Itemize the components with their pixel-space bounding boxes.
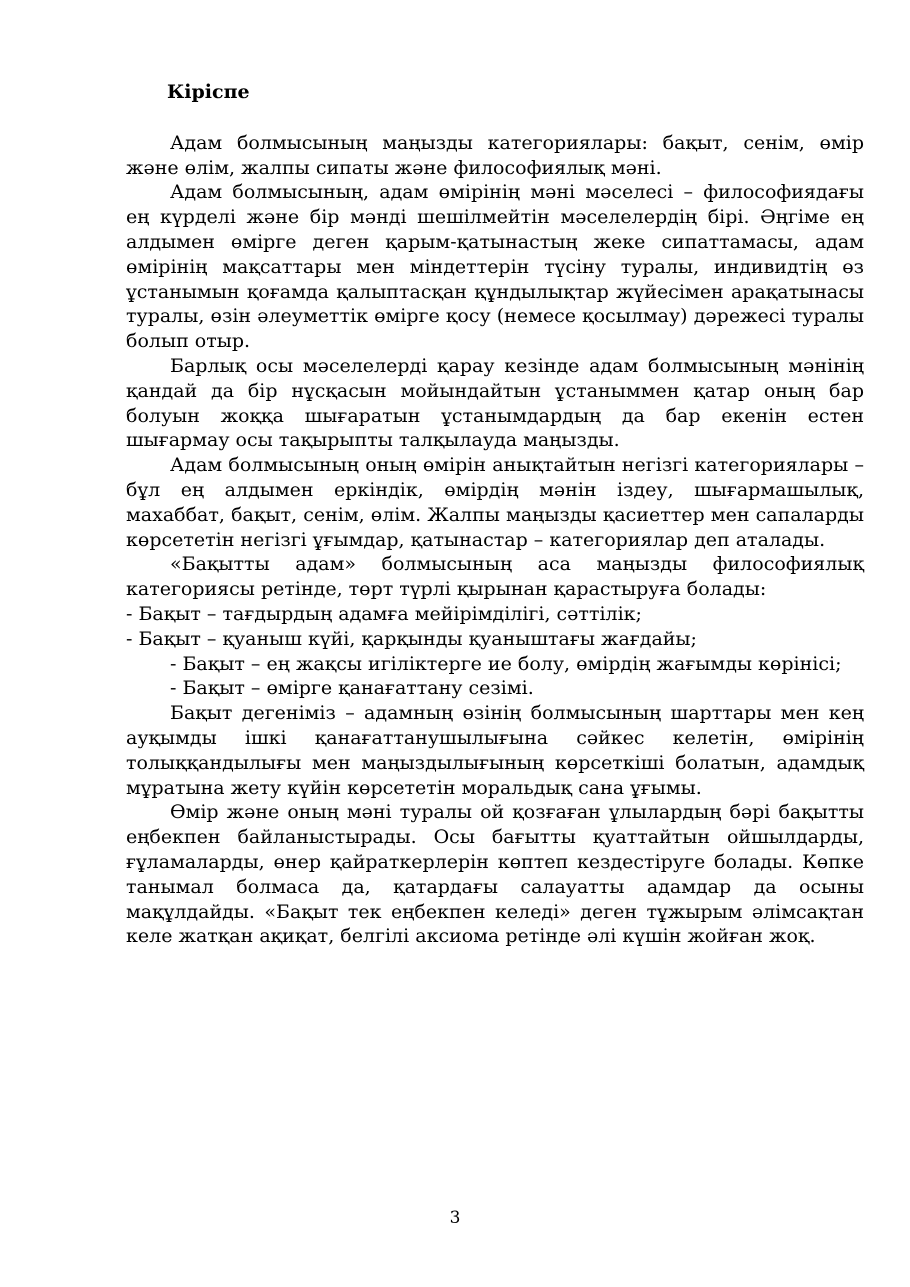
paragraph: Барлық осы мәселелерді қарау кезінде адам болмысының мәнінің қандай да бір нұсқасын мойындайтын ұстаныммен қатар оның бар болуын жоққа шығаратын ұстанымдардың да бар екенін естен шығармау осы тақырыпты талқылауда маңызды. — [126, 354, 864, 452]
paragraph: Өмір және оның мәні туралы ой қозғаған ұлылардың бәрі бақытты еңбекпен байланыстырады. Осы бағытты қуаттайтын ойшылдарды, ғұламаларды, өнер қайраткерлерін көптеп кездестіруге болады. Көпке танымал болмаса да, қатардағы салауатты адамдар да осыны мақұлдайды. «Бақыт тек еңбекпен келеді» деген тұжырым әлімсақтан келе жатқан ақиқат, белгілі аксиома ретінде әлі күшін жойған жоқ. — [126, 801, 864, 948]
document-body — [126, 80, 864, 949]
paragraph: Адам болмысының маңызды категориялары: бақыт, сенім, өмір және өлім, жалпы сипаты және философиялық мәні. — [126, 131, 864, 179]
paragraph: Адам болмысының оның өмірін анықтайтын негізгі категориялары – бұл ең алдымен еркіндік, өмірдің мәнін іздеу, шығармашылық, махаббат, бақыт, сенім, өлім. Жалпы маңызды қасиеттер мен сапаларды көрсететін негізгі ұғымдар, қатынастар – категориялар деп аталады. — [126, 454, 864, 551]
paragraph: Адам болмысының, адам өмірінің мәні мәселесі – философиядағы ең күрделі және бір мәнді шешілмейтін мәселелердің бірі. Әңгіме ең алдымен өмірге деген қарым-қатынастың жеке сипаттамасы, адам өмірінің мақсаттары мен міндеттерін түсіну туралы, индивидтің өз ұстанымын қоғамда қалыптасқан құндылықтар жүйесімен арақатынасы туралы, өзін әлеуметтік өмірге қосу (немесе қосылмау) дәрежесі туралы болып отыр. — [126, 181, 864, 353]
list-item: - Бақыт – ең жақсы игіліктерге ие болу, өмірдің жағымды көрінісі; — [170, 652, 842, 675]
paragraph: Бақыт дегеніміз – адамның өзінің болмысының шарттары мен кең ауқымды ішкі қанағаттанушылығына сәйкес келетін, өмірінің толыққандылығы мен маңыздылығының көрсеткіші болатын, адамдық мұратына жету күйін көрсететін моральдық сана ұғымы. — [126, 702, 864, 799]
list-item: - Бақыт – қуаныш күйі, қарқынды қуаныштағы жағдайы; — [126, 627, 697, 650]
page-title: Кіріспе — [167, 81, 250, 103]
paragraph: «Бақытты адам» болмысының аса маңызды философиялық категориясы ретінде, төрт түрлі қырынан қарастыруға болады: — [126, 553, 864, 601]
list-item: - Бақыт – өмірге қанағаттану сезімі. — [170, 677, 534, 700]
page-number: 3 — [449, 1208, 461, 1228]
list-item: - Бақыт – тағдырдың адамға мейірімділігі, сәттілік; — [126, 602, 642, 625]
paragraph-list — [126, 131, 864, 949]
